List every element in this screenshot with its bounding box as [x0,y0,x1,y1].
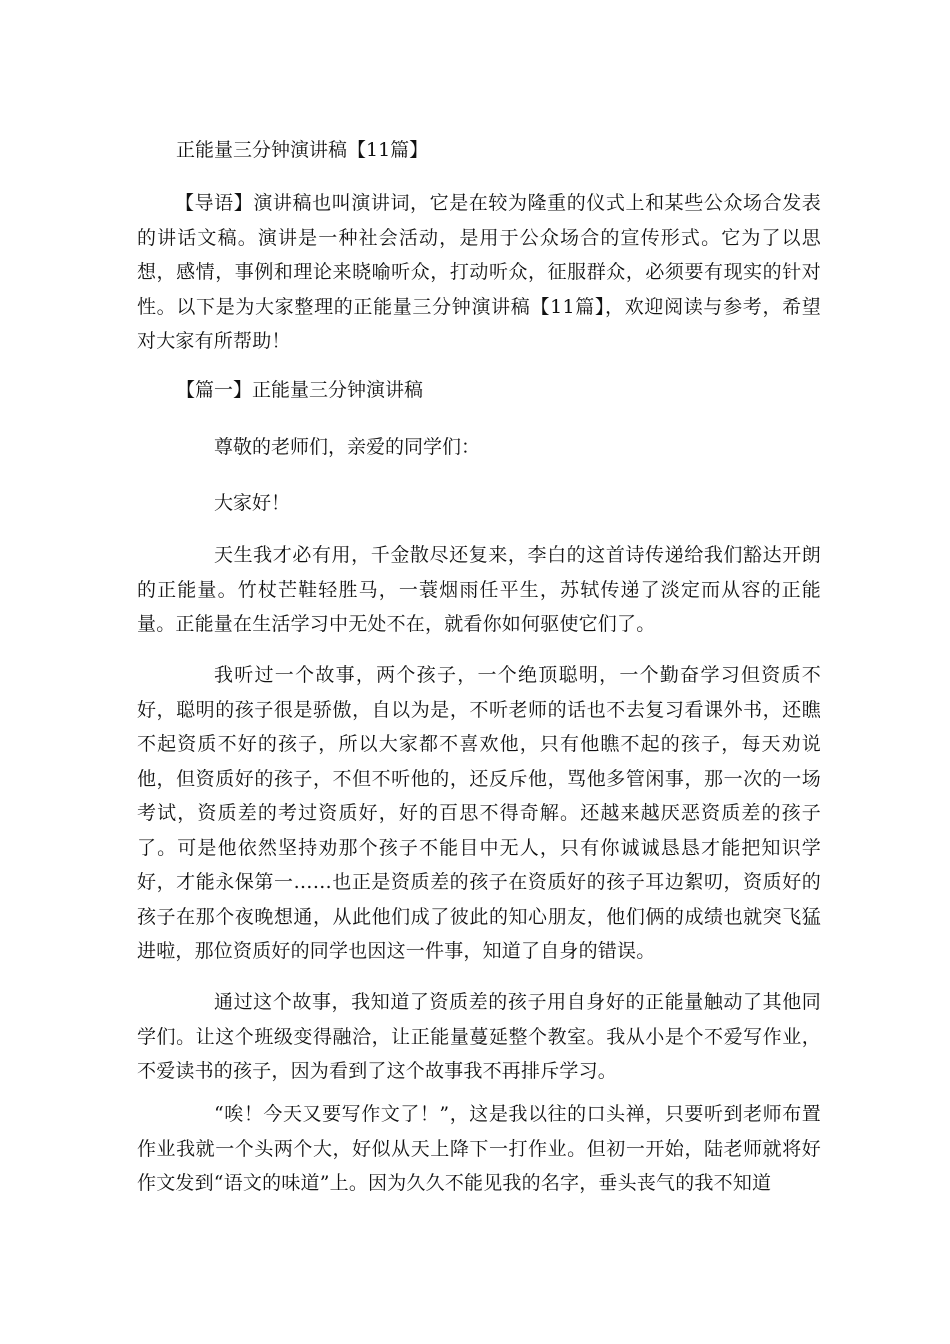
greeting: 大家好！ [214,492,291,514]
salutation: 尊敬的老师们，亲爱的同学们： [214,436,481,458]
body-paragraph: 我听过一个故事，两个孩子，一个绝顶聪明，一个勤奋学习但资质不好，聪明的孩子很是骄傲，自以为是，不听老师的话也不去复习看课外书，还瞧不起资质不好的孩子，所以大家都不喜欢他，只有他瞧不起的孩子，每天劝说他，但资质好的孩子，不但不听他的，还反斥他，骂他多管闲事，那一次的一场考试，资质差的考过资质好，好的百思不得奇解。还越来越厌恶资质差的孩子了。可是他依然坚持劝那个孩子不能目中无人，只有你诚诚恳恳才能把知识学好，才能永保第一……也正是资质差的孩子在资质好的孩子耳边絮叨，资质好的孩子在那个夜晚想通，从此他们成了彼此的知心朋友，他们俩的成绩也就突飞猛进啦，那位资质好的同学也因这一件事，知道了自身的错误。 [137,664,821,962]
body-paragraph: “唉！今天又要写作文了！”，这是我以往的口头禅，只要听到老师布置作业我就一个头两个大，好似从天上降下一打作业。但初一开始，陆老师就将好作文发到“语文的味道”上。因为久久不能见我的名字，垂头丧气的我不知道 [137,1103,821,1194]
body-paragraph: 通过这个故事，我知道了资质差的孩子用自身好的正能量触动了其他同学们。让这个班级变得融洽，让正能量蔓延整个教室。我从小是个不爱写作业，不爱读书的孩子，因为看到了这个故事我不再排斥学习。 [137,991,821,1082]
body-paragraph: 天生我才必有用，千金散尽还复来，李白的这首诗传递给我们豁达开朗的正能量。竹杖芒鞋轻胜马，一蓑烟雨任平生，苏轼传递了淡定而从容的正能量。正能量在生活学习中无处不在，就看你如何驱使它们了。 [137,544,821,635]
document-title: 正能量三分钟演讲稿【11篇】 [176,139,429,161]
section-heading: 【篇一】正能量三分钟演讲稿 [176,379,424,401]
intro-paragraph: 【导语】演讲稿也叫演讲词，它是在较为隆重的仪式上和某些公众场合发表的讲话文稿。演讲是一种社会活动，是用于公众场合的宣传形式。它为了以思想，感情，事例和理论来晓喻听众，打动听众，征服群众，必须要有现实的针对性。以下是为大家整理的正能量三分钟演讲稿【11篇】，欢迎阅读与参考，希望对大家有所帮助！ [137,192,821,352]
